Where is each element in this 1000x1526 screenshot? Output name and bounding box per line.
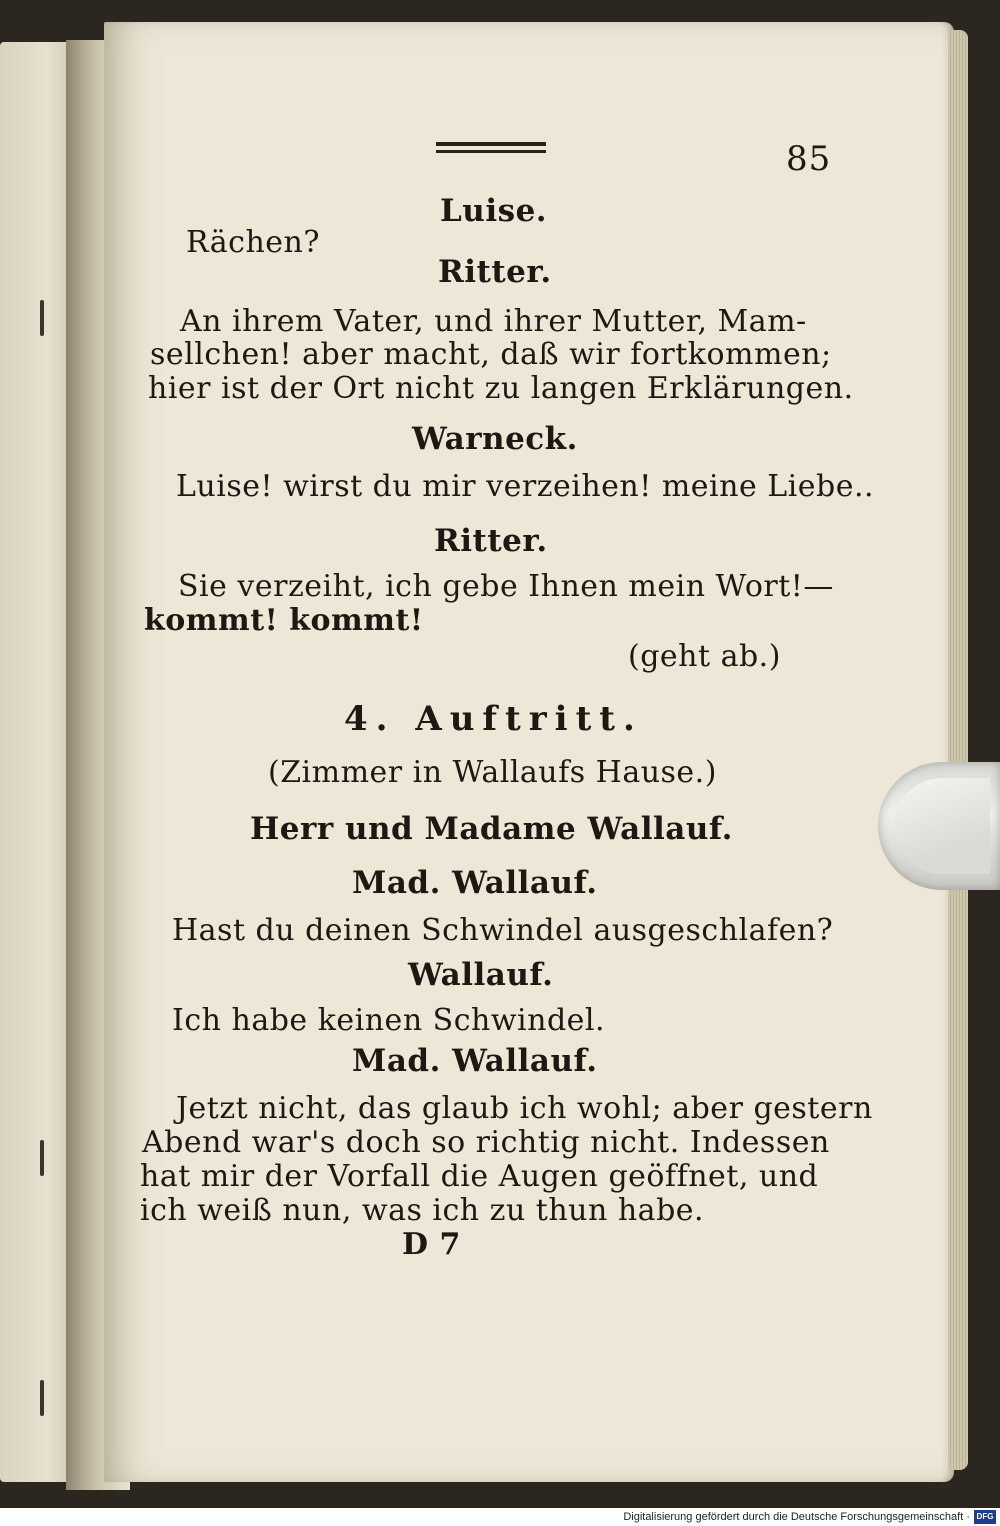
speaker-name: Mad. Wallauf.: [352, 865, 598, 901]
speaker-name: Luise.: [440, 193, 548, 229]
binding-stitch: [40, 1140, 44, 1176]
binding-stitch: [40, 300, 44, 336]
dialogue-line: Hast du deinen Schwindel ausgeschlafen?: [172, 913, 834, 948]
dialogue-line: Jetzt nicht, das glaub ich wohl; aber gestern: [176, 1091, 873, 1126]
dialogue-line: kommt! kommt!: [144, 603, 424, 638]
page-edges: [948, 30, 968, 1470]
dialogue-line: Rächen?: [186, 225, 320, 260]
signature-mark: D 7: [402, 1227, 461, 1262]
page-number: 85: [786, 139, 832, 179]
speaker-name: Mad. Wallauf.: [352, 1043, 598, 1079]
dialogue-line: hat mir der Vorfall die Augen geöffnet, und: [140, 1159, 819, 1194]
header-ornament-rule: [436, 142, 546, 156]
dialogue-line: Abend war's doch so richtig nicht. Indessen: [142, 1125, 830, 1160]
dialogue-line: Ich habe keinen Schwindel.: [172, 1003, 606, 1038]
dialogue-line: An ihrem Vater, und ihrer Mutter, Mam-: [180, 304, 807, 339]
dfg-logo: DFG: [974, 1510, 996, 1524]
speaker-name: Warneck.: [412, 421, 578, 457]
binding-stitch: [40, 1380, 44, 1416]
stage-direction: (geht ab.): [628, 639, 781, 674]
dialogue-line: Sie verzeiht, ich gebe Ihnen mein Wort!—: [178, 569, 834, 604]
speaker-name: Ritter.: [434, 523, 548, 559]
footer-credit: Digitalisierung gefördert durch die Deutsche Forschungsgemeinschaft ·: [623, 1511, 970, 1523]
speaker-name: Wallauf.: [408, 957, 554, 993]
dialogue-line: Luise! wirst du mir verzeihen! meine Liebe..: [176, 469, 875, 504]
dialogue-line: ich weiß nun, was ich zu thun habe.: [140, 1193, 705, 1228]
bookmark-tab-highlight: [894, 778, 990, 874]
character-list: Herr und Madame Wallauf.: [250, 811, 733, 847]
speaker-name: Ritter.: [438, 254, 552, 290]
dialogue-line: hier ist der Ort nicht zu langen Erklärungen.: [148, 371, 854, 406]
dialogue-line: sellchen! aber macht, daß wir fortkommen;: [150, 337, 832, 372]
scene-heading: 4. Auftritt.: [344, 699, 643, 739]
scene-setting: (Zimmer in Wallaufs Hause.): [268, 755, 717, 790]
